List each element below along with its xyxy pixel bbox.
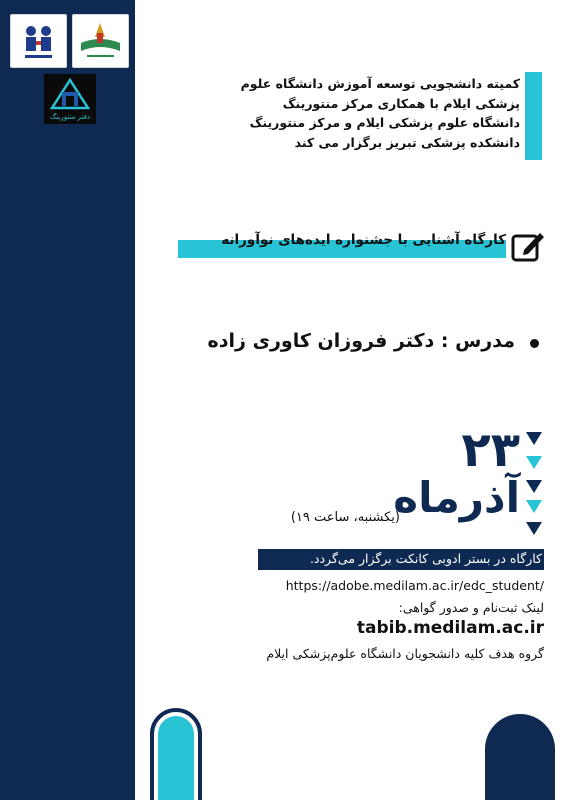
triangle-down-icon <box>526 432 542 445</box>
workshop-title: کارگاه آشنایی با جشنواره ایده‌های نوآورانه <box>221 232 506 248</box>
event-day: ۲۳ <box>461 422 520 478</box>
logo-edc <box>10 14 67 68</box>
event-month: آذرماه <box>393 473 520 522</box>
svg-text:دفتر منتورینگ: دفتر منتورینگ <box>50 113 90 121</box>
registration-link[interactable]: tabib.medilam.ac.ir <box>356 618 544 638</box>
header-line: دانشکده پزشکی تبریز برگزار می کند <box>294 134 520 150</box>
edit-icon <box>510 228 546 264</box>
header-accent-bar <box>525 72 542 160</box>
triangle-down-icon <box>526 522 542 535</box>
teacher-name: مدرس : دکتر فروزان کاوری زاده <box>207 330 515 352</box>
logo-mentoring-office <box>44 74 96 124</box>
registration-label: لینک ثبت‌نام و صدور گواهی: <box>398 600 544 615</box>
header-text <box>230 74 520 152</box>
header-line: دانشگاه علوم پزشکی ایلام و مرکز منتورینگ <box>249 115 520 130</box>
decorative-pills <box>130 690 565 800</box>
triangle-down-icon <box>526 500 542 513</box>
triangle-down-icon <box>526 480 542 493</box>
event-time: (یکشنبه، ساعت ۱۹) <box>290 510 400 525</box>
teacher-bullet <box>530 339 539 348</box>
platform-text: کارگاه در بستر ادوبی کانکت برگزار می‌گردد. <box>309 551 542 566</box>
header-line: کمیته دانشجویی توسعه آموزش دانشگاه علوم <box>240 76 520 91</box>
triangle-down-icon <box>526 456 542 469</box>
adobe-connect-link[interactable]: https://adobe.medilam.ac.ir/edc_student/ <box>285 578 544 593</box>
target-group: گروه هدف کلیه دانشجویان دانشگاه علوم‌پزشکی ایلام <box>266 646 544 661</box>
logo-university <box>72 14 129 68</box>
header-line: پزشکی ایلام با همکاری مرکز منتورینگ <box>282 95 520 111</box>
